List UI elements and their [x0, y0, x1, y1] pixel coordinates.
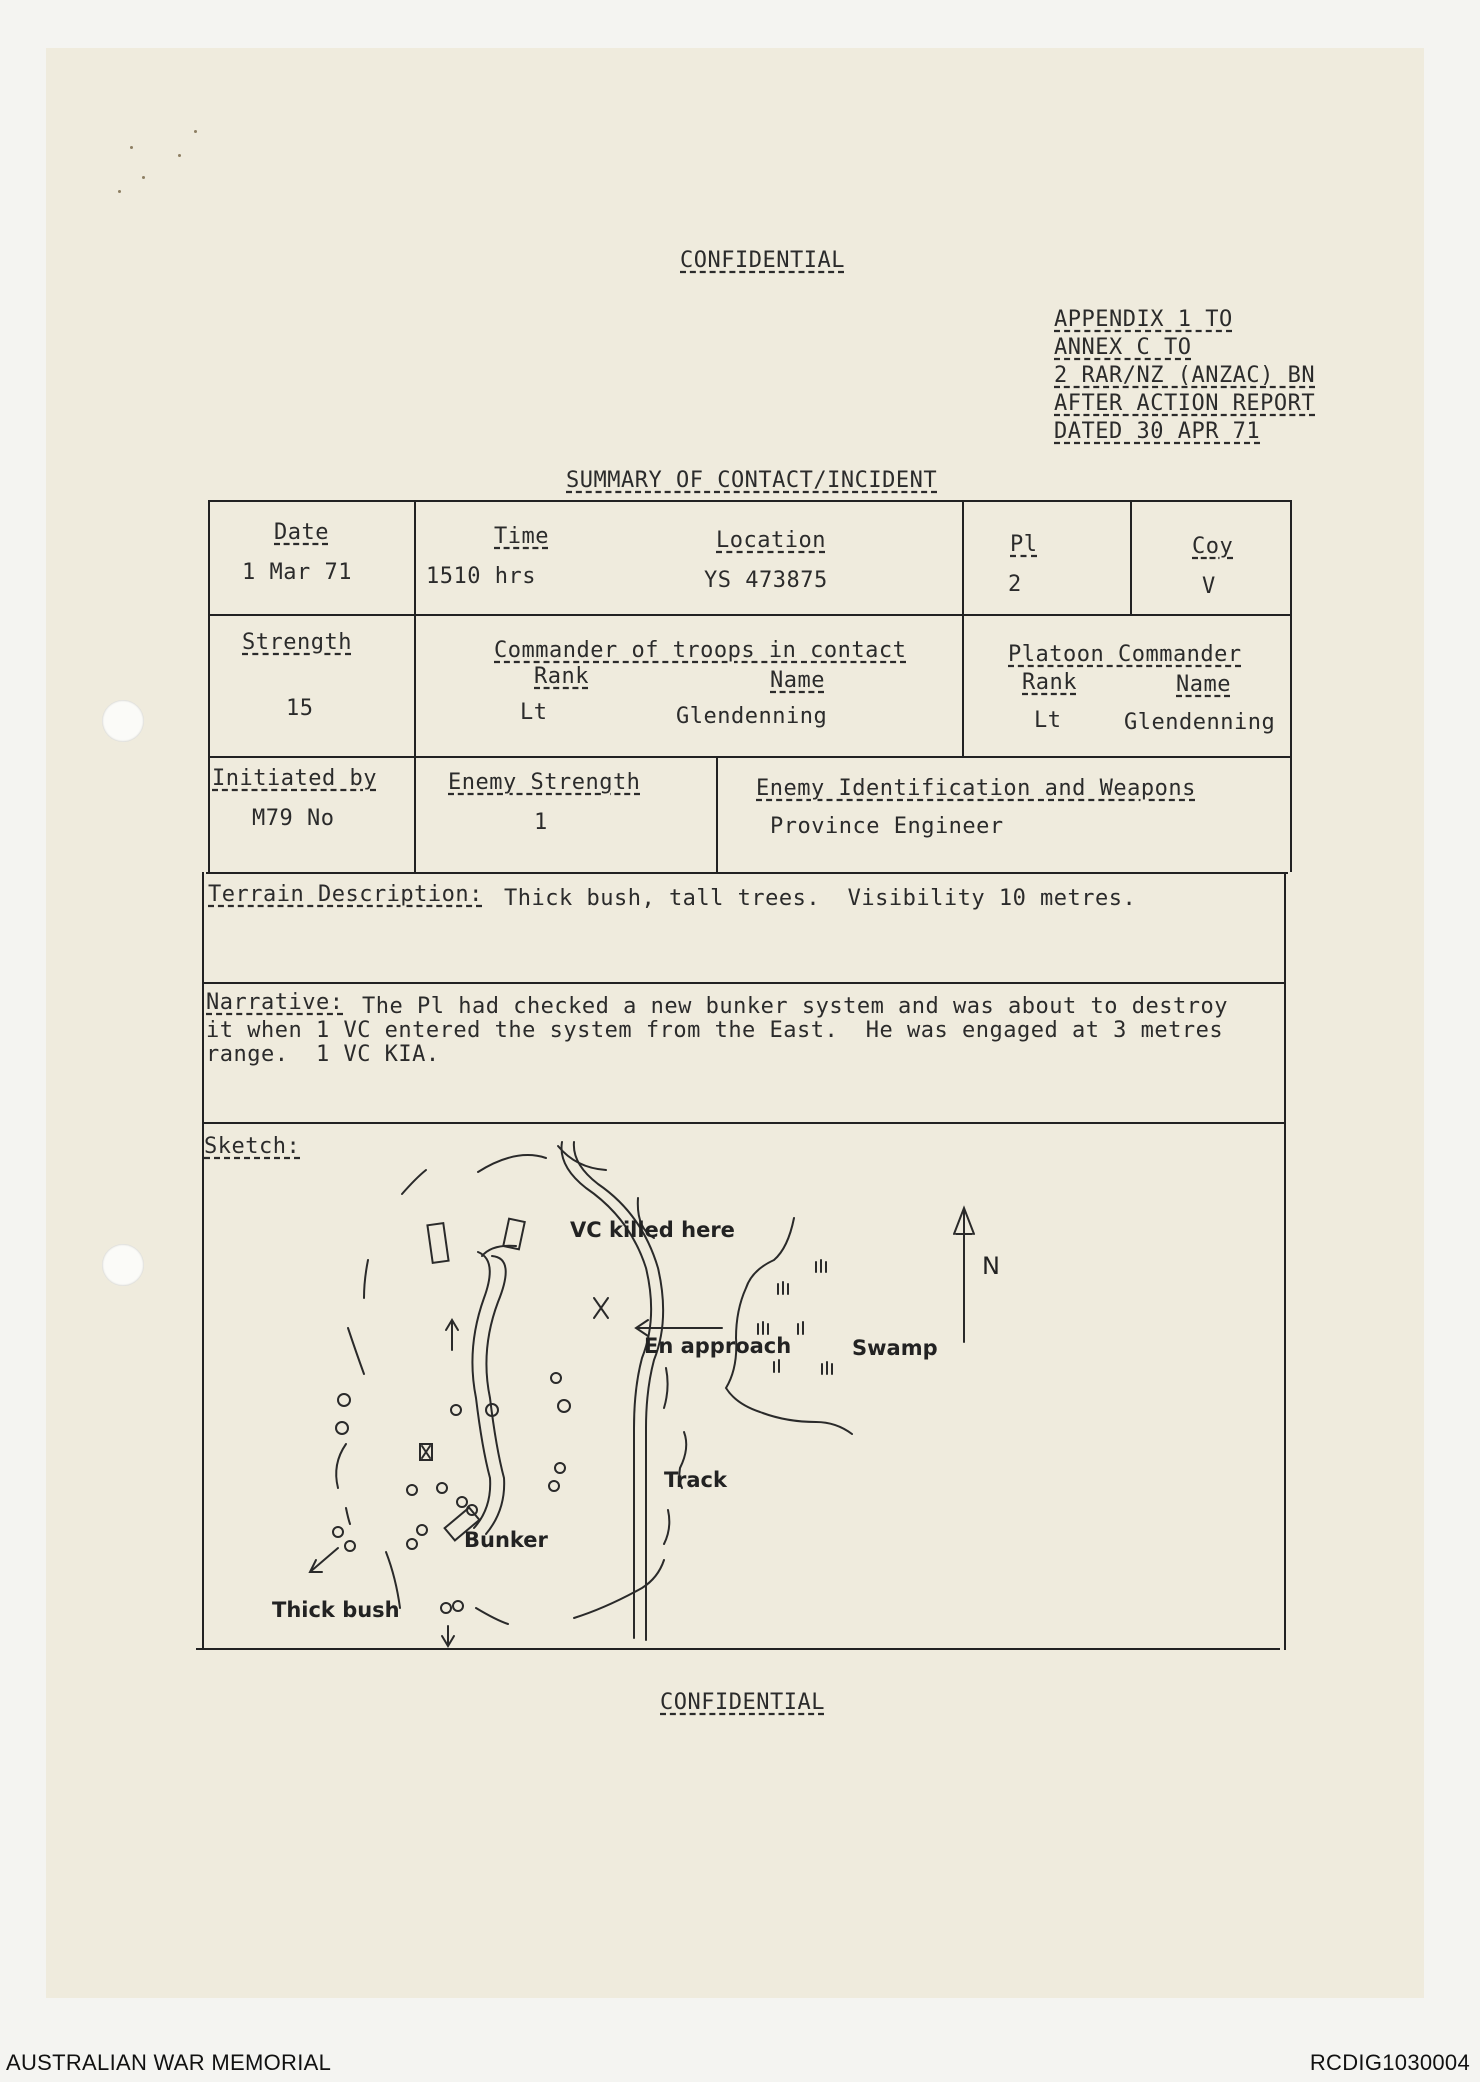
direction-arrow — [310, 1548, 338, 1572]
appendix-line: 2 RAR/NZ (ANZAC) BN — [1054, 363, 1316, 388]
bush-outline — [364, 1260, 368, 1298]
enemy-strength-label: Enemy Strength — [448, 770, 641, 795]
bush-outline — [346, 1508, 350, 1524]
company-label: Coy — [1192, 534, 1234, 559]
location-label: Location — [716, 528, 826, 553]
document-page — [46, 48, 1424, 1998]
classification-footer: CONFIDENTIAL — [660, 1690, 825, 1715]
bunker-mark — [422, 1446, 430, 1458]
bush-outline — [574, 1560, 664, 1618]
strength-label: Strength — [242, 630, 352, 655]
direction-arrow — [446, 1320, 458, 1350]
bush-outline — [348, 1328, 364, 1374]
sketch-label: Sketch: — [204, 1134, 301, 1159]
north-arrow — [954, 1208, 974, 1342]
initiated-by-label: Initiated by — [212, 766, 377, 791]
archive-footer-left: AUSTRALIAN WAR MEMORIAL — [6, 2050, 332, 2075]
appendix-line: ANNEX C TO — [1054, 335, 1192, 360]
scrub-marks — [333, 1373, 570, 1613]
swamp-label: Swamp — [852, 1336, 938, 1360]
contact-sketch — [46, 48, 1424, 1748]
appendix-line: APPENDIX 1 TO — [1054, 307, 1233, 332]
date-label: Date — [274, 520, 329, 545]
direction-arrow — [442, 1626, 454, 1646]
vc-killed-label: VC killed here — [570, 1218, 735, 1242]
commander-label: Commander of troops in contact — [494, 638, 907, 663]
initiated-by-value: M79 No — [252, 806, 335, 831]
commander-rank-label: Rank — [534, 664, 589, 689]
appendix-line: AFTER ACTION REPORT — [1054, 391, 1316, 416]
bush-outline — [664, 1510, 669, 1544]
location-value: YS 473875 — [704, 568, 828, 593]
thick-bush-label: Thick bush — [272, 1598, 400, 1622]
narrative-line: it when 1 VC entered the system from the East. He was engaged at 3 metres — [206, 1018, 1224, 1043]
bunker-rectangle — [427, 1223, 448, 1263]
classification-header: CONFIDENTIAL — [680, 248, 845, 273]
appendix-line: DATED 30 APR 71 — [1054, 419, 1261, 444]
vc-killed-mark — [594, 1298, 608, 1318]
platoon-rank-label: Rank — [1022, 670, 1077, 695]
commander-rank: Lt — [520, 700, 548, 725]
commander-name: Glendenning — [676, 704, 828, 729]
swamp-outline — [726, 1218, 852, 1434]
north-label: N — [982, 1252, 1000, 1280]
commander-name-label: Name — [770, 668, 825, 693]
bush-outline — [402, 1170, 426, 1194]
date-value: 1 Mar 71 — [242, 560, 352, 585]
bush-outline — [478, 1155, 546, 1172]
narrative-label: Narrative: — [206, 990, 344, 1015]
platoon-label: Pl — [1010, 532, 1038, 557]
time-label: Time — [494, 524, 549, 549]
en-approach-label: En approach — [644, 1334, 792, 1358]
platoon-commander-label: Platoon Commander — [1008, 642, 1242, 667]
track-line — [562, 1142, 652, 1638]
company-value: V — [1202, 574, 1216, 599]
bush-outline — [476, 1608, 508, 1624]
strength-value: 15 — [286, 696, 314, 721]
platoon-commander-rank: Lt — [1034, 708, 1062, 733]
track-label: Track — [664, 1468, 727, 1492]
terrain-text: Thick bush, tall trees. Visibility 10 metres. — [504, 886, 1137, 911]
enemy-identification-value: Province Engineer — [770, 814, 1004, 839]
time-value: 1510 hrs — [426, 564, 536, 589]
terrain-label: Terrain Description: — [208, 882, 483, 907]
bunker-label: Bunker — [464, 1528, 548, 1552]
platoon-name-label: Name — [1176, 672, 1231, 697]
narrative-line: range. 1 VC KIA. — [206, 1042, 440, 1067]
archive-footer-right: RCDIG1030004 — [1309, 2050, 1470, 2075]
platoon-value: 2 — [1008, 572, 1022, 597]
bush-outline — [664, 1368, 668, 1408]
enemy-strength-value: 1 — [534, 810, 548, 835]
enemy-identification-label: Enemy Identification and Weapons — [756, 776, 1196, 801]
report-title: SUMMARY OF CONTACT/INCIDENT — [566, 468, 938, 493]
bunker-rectangle — [503, 1219, 524, 1250]
bush-outline — [336, 1444, 346, 1488]
narrative-line: The Pl had checked a new bunker system and was about to destroy — [362, 994, 1228, 1019]
platoon-commander-name: Glendenning — [1124, 710, 1276, 735]
